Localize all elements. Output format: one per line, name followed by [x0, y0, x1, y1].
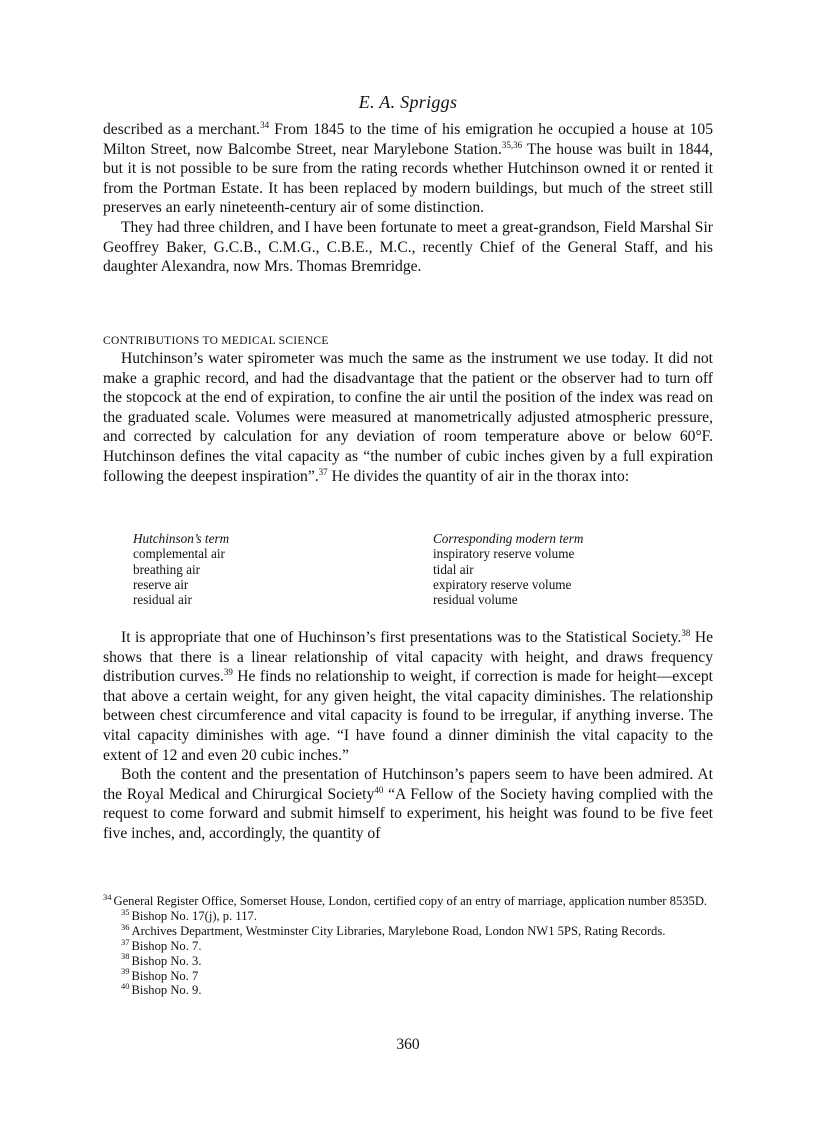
- footnote-number: 40: [121, 981, 130, 992]
- footnote-reference: 35,36: [501, 139, 523, 150]
- footnote-text: Bishop No. 3.: [131, 953, 202, 968]
- footnote: [103, 951, 713, 969]
- table-cell: residual volume: [433, 592, 518, 608]
- footnote-number: 35: [121, 906, 130, 917]
- paragraph: [103, 349, 713, 486]
- paragraph: [103, 628, 713, 765]
- footnote-text: Bishop No. 7.: [131, 938, 202, 953]
- table-cell: breathing air: [133, 561, 201, 577]
- footnote-reference: 39: [223, 667, 233, 677]
- footnote: [103, 966, 713, 984]
- footnote: [103, 983, 713, 998]
- table-cell: reserve air: [133, 576, 189, 592]
- footnote-number: 37: [121, 936, 130, 947]
- section-heading: CONTRIBUTIONS TO MEDICAL SCIENCE: [103, 335, 329, 347]
- table-cell: tidal air: [433, 561, 474, 577]
- footnotes: [103, 891, 713, 998]
- paragraph-text: It is appropriate that one of Huchinson’s first presentations was to the Statistical Society.: [121, 629, 682, 646]
- paragraph-text: “A Fellow of the Society having complied with the request to come forward and submit himself to experiment, his height was found to be five feet five inches, and, accordingly, the quantity of: [103, 785, 714, 842]
- body-section-family: [103, 120, 713, 277]
- paragraph-text: He shows that there is a linear relationship of vital capacity with height, and draws frequency distribution curves.: [103, 629, 713, 686]
- page-number: 360: [396, 1036, 420, 1053]
- paragraph: They had three children, and I have been fortunate to meet a great-grandson, Field Marshal Sir Geoffrey Baker, G.C.B., C.M.G., C.B.E., M.C., recently Chief of the General Staff, and his daughter Alexandra, now Mrs. Thomas Bremridge.: [103, 218, 713, 276]
- footnote-reference: 34: [260, 119, 270, 130]
- footnote-number: 34: [103, 891, 112, 902]
- running-head: E. A. Spriggs: [358, 92, 458, 112]
- footnote: [103, 906, 713, 924]
- paragraph-text: He divides the quantity of air in the thorax into:: [327, 467, 630, 485]
- footnote-reference: 40: [374, 784, 384, 795]
- paragraph-text: Both the content and the presentation of Hutchinson’s papers seem to have been admired. At the Royal Medical and Chirurgical Society: [103, 766, 713, 803]
- footnote-text: General Register Office, Somerset House, London, certified copy of an entry of marriage, application number 8535D.: [113, 894, 708, 908]
- footnote-reference: 37: [318, 466, 328, 477]
- table-cell: expiratory reserve volume: [433, 576, 572, 592]
- footnote-number: 38: [121, 951, 130, 962]
- body-section-statistics: [103, 628, 713, 844]
- paragraph-text: The house was built in 1844, but it is not possible to be sure from the rating records whether Hutchinson owned it or rented it from the Portman Estate. It has been replaced by modern buildings, but much of the street still preserves an early nineteenth-century air of some distinction.: [103, 140, 713, 217]
- table-cell: complemental air: [133, 546, 225, 562]
- footnote: [103, 921, 713, 939]
- footnote: [103, 891, 713, 909]
- paragraph-text: From 1845 to the time of his emigration he occupied a house at 105 Milton Street, now Balcombe Street, near Marylebone Station.: [103, 121, 714, 158]
- paragraph-text: He finds no relationship to weight, if correction is made for height—except that above a certain weight, for any given height, the vital capacity diminishes. The relationship between chest circumference and vital capacity is found to be irregular, if anything inverse. The vital capacity diminishes with age. “I have found a dinner diminish the vital capacity to the extent of 12 and even 20 cubic inches.”: [103, 668, 713, 764]
- column-header: Hutchinson’s term: [133, 531, 230, 546]
- table-cell: residual air: [133, 592, 192, 608]
- paragraph: [103, 120, 713, 218]
- footnote-number: 36: [121, 921, 130, 932]
- paragraph-text: described as a merchant.: [103, 121, 261, 138]
- footnote-number: 39: [121, 966, 130, 977]
- table-cell: inspiratory reserve volume: [433, 546, 575, 562]
- footnote-text: Bishop No. 9.: [131, 983, 202, 998]
- column-header: Corresponding modern term: [433, 531, 584, 546]
- footnote-text: Bishop No. 17(j), p. 117.: [131, 908, 257, 923]
- paragraph: [103, 765, 713, 843]
- footnote-text: Archives Department, Westminster City Libraries, Marylebone Road, London NW1 5PS, Rating Records.: [131, 923, 666, 938]
- footnote-text: Bishop No. 7: [131, 968, 199, 983]
- terms-column-hutchinson: [133, 531, 423, 607]
- footnote-reference: 38: [681, 627, 691, 638]
- terms-column-modern: [433, 531, 693, 607]
- footnote: [103, 936, 713, 954]
- paragraph-text: Hutchinson’s water spirometer was much the same as the instrument we use today. It did not make a graphic record, and had the disadvantage that the patient or the observer had to turn off the stopcock at the end of expiration, to confine the air until the position of the index was read on the graduated scale. Volumes were measured at manometrically adjusted atmospheric pressure, and corrected by calculation for any deviation of room temperature above or below 60°F. Hutchinson defines the vital capacity as “the number of cubic inches given by a full expiration following the deepest inspiration”.: [103, 350, 713, 485]
- body-section-contributions: [103, 349, 713, 486]
